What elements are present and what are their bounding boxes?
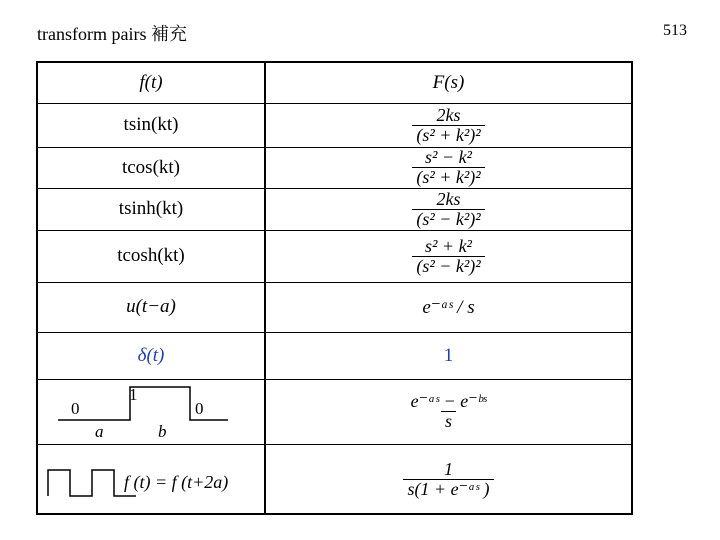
row-delta-F: 1 [443, 344, 454, 366]
row-tcosh-f: tcosh(kt) [117, 245, 185, 266]
fraction [403, 460, 493, 499]
denominator: (s² − k²)² [412, 256, 484, 276]
fraction [412, 190, 484, 229]
numerator: e⁻ᵃˢ − e⁻ᵇˢ [410, 391, 487, 412]
denominator: (s² + k²)² [412, 125, 484, 145]
numerator: s² − k² [425, 147, 472, 168]
page-number: 513 [663, 22, 687, 39]
row-tsin-f: tsin(kt) [123, 114, 179, 135]
row-tcos-f: tcos(kt) [121, 156, 181, 178]
row-tcosh-F [266, 230, 631, 282]
transform-table [36, 61, 633, 515]
pulse-low-left: 0 [71, 399, 80, 418]
slide-title: transform pairs 補充 [37, 24, 187, 44]
row-step-f: u(t−a) [126, 296, 176, 317]
row-periodic-F [266, 444, 631, 515]
numerator: 2ks [436, 188, 461, 209]
row-periodic-f [38, 444, 264, 515]
pulse-low-right: 0 [195, 399, 204, 418]
row-pulse-F [266, 379, 631, 444]
square-wave [48, 470, 136, 496]
fraction [412, 237, 484, 276]
denominator: (s² + k²)² [412, 167, 484, 187]
row-tsinh-F [266, 188, 631, 230]
denominator: s(1 + e⁻ᵃˢ ) [403, 479, 493, 499]
numerator: 1 [443, 459, 453, 480]
pulse-edge-a: a [95, 422, 104, 441]
denominator: (s² − k²)² [412, 209, 484, 229]
pulse-edge-b: b [158, 422, 167, 441]
row-delta-f: δ(t) [137, 344, 165, 366]
fraction [412, 106, 484, 145]
header-F-of-s: F(s) [432, 72, 465, 93]
row-tsin-F [266, 103, 631, 147]
row-pulse-f [38, 379, 264, 444]
numerator: 2ks [436, 104, 461, 125]
row-step-F: e⁻ᵃˢ / s [422, 296, 475, 318]
numerator: s² + k² [425, 235, 472, 256]
fraction [412, 148, 484, 187]
row-tsinh-f: tsinh(kt) [118, 198, 184, 219]
pulse-high: 1 [129, 385, 138, 404]
header-f-of-t: f(t) [139, 72, 163, 93]
periodic-relation: f (t) = f (t+2a) [124, 472, 229, 492]
denominator: s [441, 411, 456, 431]
row-tcos-F [266, 147, 631, 188]
fraction [407, 392, 491, 431]
